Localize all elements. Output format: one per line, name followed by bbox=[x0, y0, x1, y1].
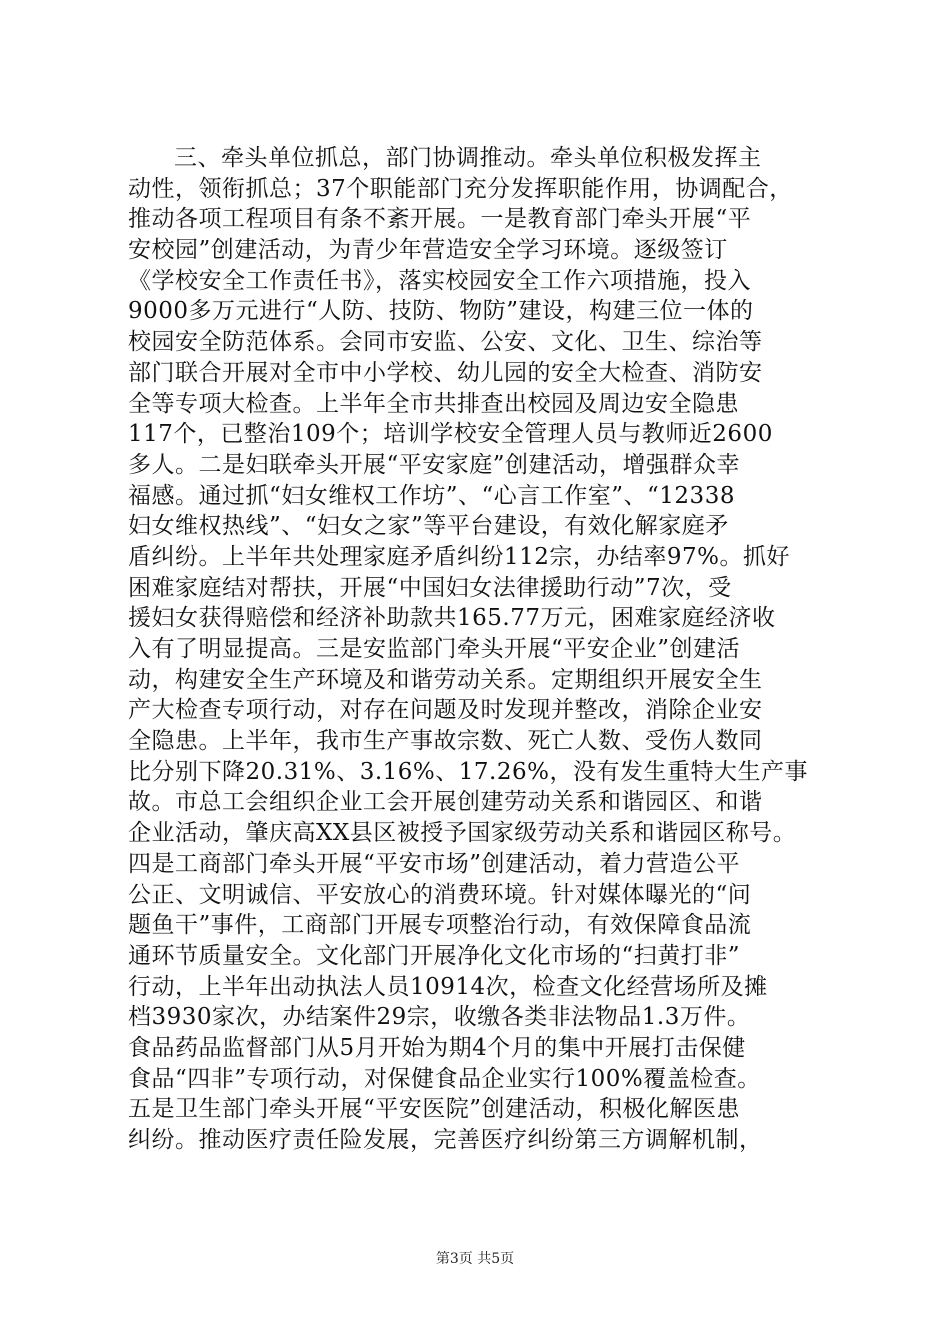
text-line: 援妇女获得赔偿和经济补助款共165.77万元，困难家庭经济收 bbox=[128, 605, 776, 632]
text-line: 题鱼干”事件，工商部门开展专项整治行动，有效保障食品流 bbox=[128, 912, 752, 939]
text-line: 通环节质量安全。文化部门开展净化文化市场的“扫黄打非” bbox=[128, 942, 741, 969]
text-line: 动，构建安全生产环境及和谐劳动关系。定期组织开展安全生 bbox=[128, 666, 763, 693]
text-line: 食品“四非”专项行动，对保健食品企业实行100%覆盖检查。 bbox=[128, 1065, 761, 1092]
text-line: 全等专项大检查。上半年全市共排查出校园及周边安全隐患 bbox=[128, 390, 739, 417]
text-line: 部门联合开展对全市中小学校、幼儿园的安全大检查、消防安 bbox=[128, 359, 763, 386]
text-line: 推动各项工程项目有条不紊开展。一是教育部门牵头开展“平 bbox=[128, 206, 752, 233]
text-line: 行动，上半年出动执法人员10914次，检查文化经营场所及摊 bbox=[128, 973, 768, 1000]
text-line: 故。市总工会组织企业工会开展创建劳动关系和谐园区、和谐 bbox=[128, 789, 763, 816]
text-line: 食品药品监督部门从5月开始为期4个月的集中开展打击保健 bbox=[128, 1034, 746, 1061]
text-line: 安校园”创建活动，为青少年营造安全学习环境。逐级签订 bbox=[128, 237, 728, 264]
text-line: 五是卫生部门牵头开展“平安医院”创建活动，积极化解医患 bbox=[128, 1096, 741, 1123]
text-line: 困难家庭结对帮扶，开展“中国妇女法律援助行动”7次，受 bbox=[128, 574, 732, 601]
text-line: 妇女维权热线”、“妇女之家”等平台建设，有效化解家庭矛 bbox=[128, 513, 729, 540]
text-line: 公正、文明诚信、平安放心的消费环境。针对媒体曝光的“问 bbox=[128, 881, 752, 908]
text-line: 三、牵头单位抓总，部门协调推动。牵头单位积极发挥主 bbox=[174, 145, 762, 171]
text-line: 福感。通过抓“妇女维权工作坊”、“心言工作室”、“12338 bbox=[128, 482, 735, 509]
text-line: 比分别下降20.31%、3.16%、17.26%，没有发生重特大生产事 bbox=[128, 758, 808, 785]
text-line: 全隐患。上半年，我市生产事故宗数、死亡人数、受伤人数同 bbox=[128, 728, 763, 755]
text-line: 入有了明显提高。三是安监部门牵头开展“平安企业”创建活 bbox=[128, 636, 741, 662]
page-footer: 第3页 共5页 bbox=[435, 1251, 515, 1267]
body-paragraph bbox=[128, 143, 830, 1156]
text-line: 校园安全防范体系。会同市安监、公安、文化、卫生、综治等 bbox=[128, 329, 763, 356]
text-line: 《学校安全工作责任书》，落实校园安全工作六项措施，投入 bbox=[128, 267, 751, 294]
text-line: 117个，已整治109个；培训学校安全管理人员与教师近2600 bbox=[128, 421, 773, 448]
text-line: 档3930家次，办结案件29宗，收缴各类非法物品1.3万件。 bbox=[128, 1004, 751, 1031]
text-line: 多人。二是妇联牵头开展“平安家庭”创建活动，增强群众幸 bbox=[128, 451, 741, 478]
text-line: 产大检查专项行动，对存在问题及时发现并整改，消除企业安 bbox=[128, 697, 763, 724]
text-line: 盾纠纷。上半年共处理家庭矛盾纠纷112宗，办结率97%。抓好 bbox=[128, 543, 791, 570]
text-line: 企业活动，肇庆高XX县区被授予国家级劳动关系和谐园区称号。 bbox=[128, 820, 797, 847]
text-line: 纠纷。推动医疗责任险发展，完善医疗纠纷第三方调解机制， bbox=[128, 1127, 763, 1153]
text-line: 四是工商部门牵头开展“平安市场”创建活动，着力营造公平 bbox=[128, 850, 741, 877]
text-line: 9000多万元进行“人防、技防、物防”建设，构建三位一体的 bbox=[128, 298, 754, 325]
text-line: 动性，领衔抓总；37个职能部门充分发挥职能作用，协调配合， bbox=[128, 175, 793, 202]
